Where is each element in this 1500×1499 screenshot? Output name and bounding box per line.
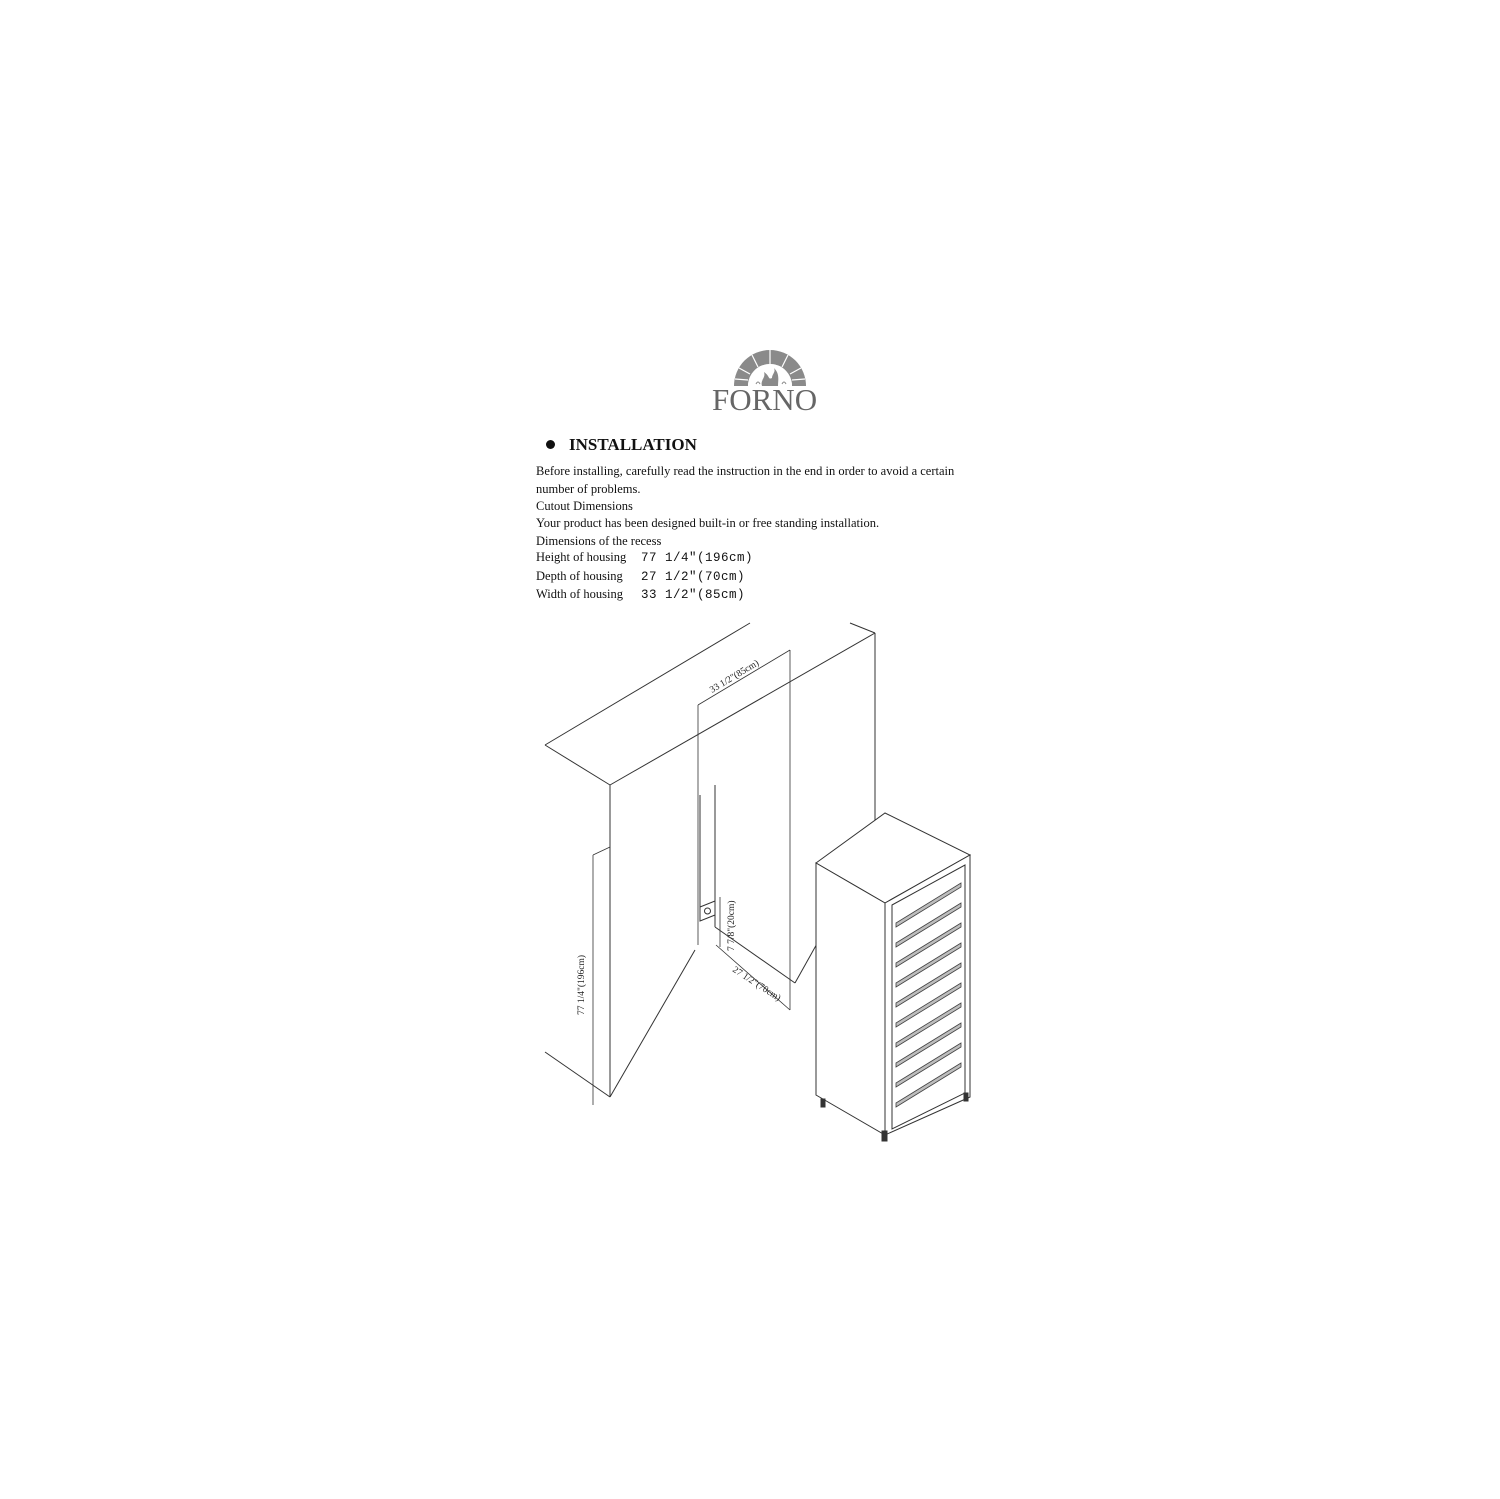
dimension-row-height	[536, 550, 753, 565]
dimension-label: Width of housing	[536, 587, 623, 601]
installation-diagram	[540, 615, 980, 1155]
dimension-row-width	[536, 587, 745, 602]
depth-dimension-label: 27 1/2"(70cm)	[730, 965, 783, 1004]
dimension-value: 33 1/2"(85cm)	[641, 588, 746, 602]
wine-cooler-drawing	[816, 813, 970, 1141]
dimension-label: Height of housing	[536, 550, 627, 564]
filled-circle-bullet-icon	[546, 440, 555, 449]
recess-heading: Dimensions of the recess	[536, 534, 662, 548]
dimension-value: 77 1/4"(196cm)	[641, 551, 754, 565]
dimension-lines	[593, 650, 790, 1105]
width-dimension-label: 33 1/2"(85cm)	[708, 658, 761, 696]
dimension-value: 27 1/2"(70cm)	[641, 570, 746, 584]
section-heading	[546, 435, 697, 455]
dimension-label: Depth of housing	[536, 569, 623, 583]
brand-name: FORNO	[712, 382, 818, 417]
outlet-height-dimension-label: 7 7/8"(20cm)	[727, 900, 737, 951]
design-note: Your product has been designed built-in or free standing installation.	[536, 516, 880, 530]
dimension-row-depth	[536, 569, 745, 584]
section-title: INSTALLATION	[569, 435, 697, 454]
oven-arch-flame-logo	[734, 350, 806, 386]
intro-paragraph: Before installing, carefully read the instruction in the end in order to avoid a certain number of problems.	[536, 464, 955, 496]
cutout-heading: Cutout Dimensions	[536, 499, 633, 513]
height-dimension-label: 77 1/4"(196cm)	[577, 954, 587, 1015]
